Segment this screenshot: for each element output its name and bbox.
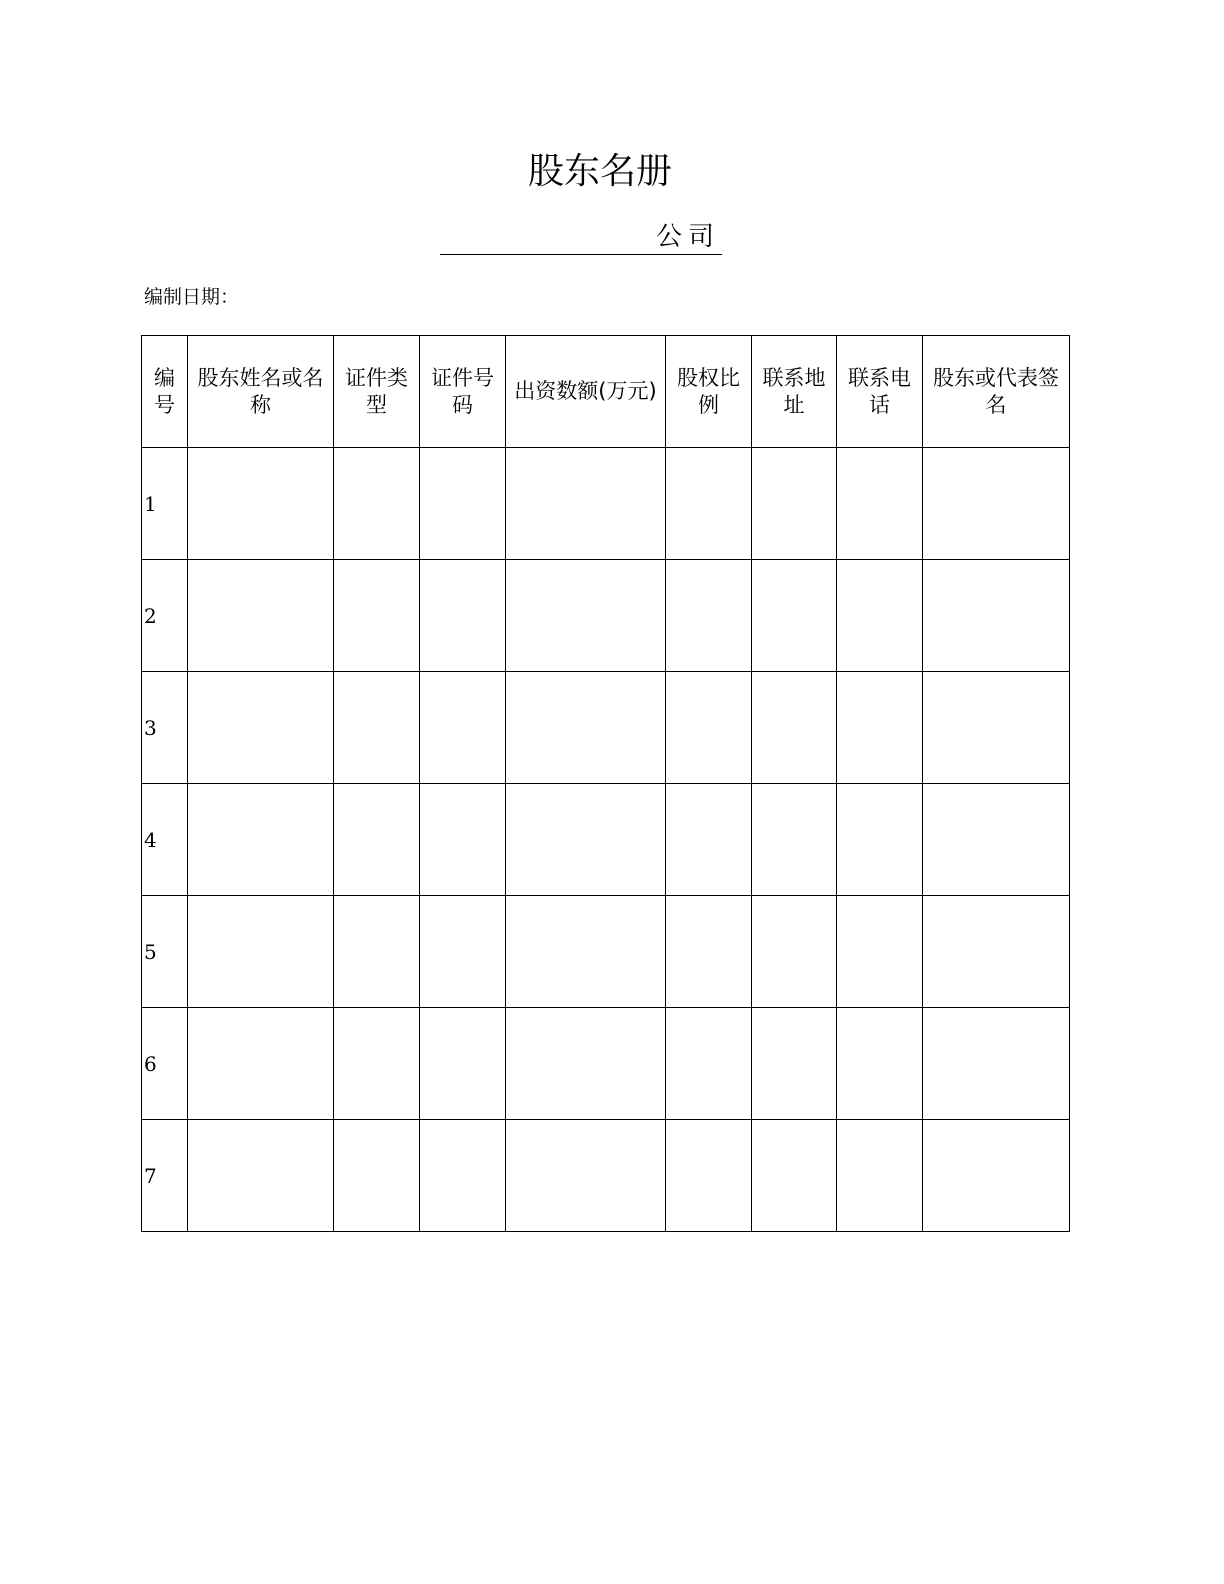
row-number: 2 [142,560,188,672]
table-row [142,560,1070,672]
table-row [142,784,1070,896]
table-row [142,896,1070,1008]
cell-shareholder-name[interactable] [188,1008,334,1120]
cell-id-type[interactable] [334,1008,420,1120]
header-shareholder-name: 股东姓名或名称 [188,336,334,448]
cell-capital-amount[interactable] [506,1008,666,1120]
cell-contact-address[interactable] [752,1008,837,1120]
header-capital-amount: 出资数额(万元) [506,336,666,448]
cell-id-type[interactable] [334,1120,420,1232]
cell-equity-ratio[interactable] [666,896,752,1008]
cell-equity-ratio[interactable] [666,1120,752,1232]
cell-contact-phone[interactable] [837,1008,923,1120]
cell-equity-ratio[interactable] [666,784,752,896]
cell-id-number[interactable] [420,1120,506,1232]
cell-contact-phone[interactable] [837,448,923,560]
cell-id-type[interactable] [334,560,420,672]
header-id-type: 证件类型 [334,336,420,448]
cell-contact-address[interactable] [752,784,837,896]
row-number: 3 [142,672,188,784]
row-number: 4 [142,784,188,896]
row-number: 6 [142,1008,188,1120]
cell-capital-amount[interactable] [506,448,666,560]
cell-id-number[interactable] [420,448,506,560]
cell-capital-amount[interactable] [506,672,666,784]
row-number: 1 [142,448,188,560]
cell-equity-ratio[interactable] [666,560,752,672]
cell-id-type[interactable] [334,672,420,784]
cell-signature[interactable] [923,560,1070,672]
cell-shareholder-name[interactable] [188,560,334,672]
cell-equity-ratio[interactable] [666,1008,752,1120]
header-row [142,336,1070,448]
cell-capital-amount[interactable] [506,560,666,672]
page-title: 股东名册 [527,151,672,192]
cell-signature[interactable] [923,1120,1070,1232]
cell-signature[interactable] [923,1008,1070,1120]
row-number: 5 [142,896,188,1008]
cell-signature[interactable] [923,896,1070,1008]
cell-shareholder-name[interactable] [188,1120,334,1232]
cell-signature[interactable] [923,672,1070,784]
cell-id-number[interactable] [420,1008,506,1120]
cell-shareholder-name[interactable] [188,672,334,784]
header-id-number: 证件号码 [420,336,506,448]
cell-id-type[interactable] [334,784,420,896]
shareholder-register-table [141,335,1070,1232]
cell-contact-address[interactable] [752,1120,837,1232]
cell-equity-ratio[interactable] [666,672,752,784]
cell-id-number[interactable] [420,560,506,672]
date-label: 编制日期： [144,286,240,308]
header-equity-ratio: 股权比例 [666,336,752,448]
cell-id-number[interactable] [420,896,506,1008]
cell-id-type[interactable] [334,896,420,1008]
cell-contact-phone[interactable] [837,1120,923,1232]
table-row [142,1120,1070,1232]
company-name-field[interactable] [440,220,722,255]
table-row [142,1008,1070,1120]
cell-id-type[interactable] [334,448,420,560]
cell-contact-address[interactable] [752,896,837,1008]
cell-id-number[interactable] [420,672,506,784]
cell-equity-ratio[interactable] [666,448,752,560]
cell-signature[interactable] [923,448,1070,560]
cell-shareholder-name[interactable] [188,448,334,560]
cell-contact-phone[interactable] [837,672,923,784]
row-number: 7 [142,1120,188,1232]
cell-capital-amount[interactable] [506,784,666,896]
header-contact-address: 联系地址 [752,336,837,448]
table-row [142,672,1070,784]
cell-id-number[interactable] [420,784,506,896]
cell-shareholder-name[interactable] [188,896,334,1008]
cell-contact-address[interactable] [752,560,837,672]
table-row [142,448,1070,560]
cell-contact-address[interactable] [752,672,837,784]
header-signature: 股东或代表签名 [923,336,1070,448]
cell-shareholder-name[interactable] [188,784,334,896]
company-suffix: 公司 [655,222,720,252]
cell-signature[interactable] [923,784,1070,896]
header-contact-phone: 联系电话 [837,336,923,448]
cell-capital-amount[interactable] [506,1120,666,1232]
header-serial-number: 编号 [142,336,188,448]
cell-contact-phone[interactable] [837,560,923,672]
cell-contact-address[interactable] [752,448,837,560]
cell-contact-phone[interactable] [837,896,923,1008]
cell-capital-amount[interactable] [506,896,666,1008]
cell-contact-phone[interactable] [837,784,923,896]
